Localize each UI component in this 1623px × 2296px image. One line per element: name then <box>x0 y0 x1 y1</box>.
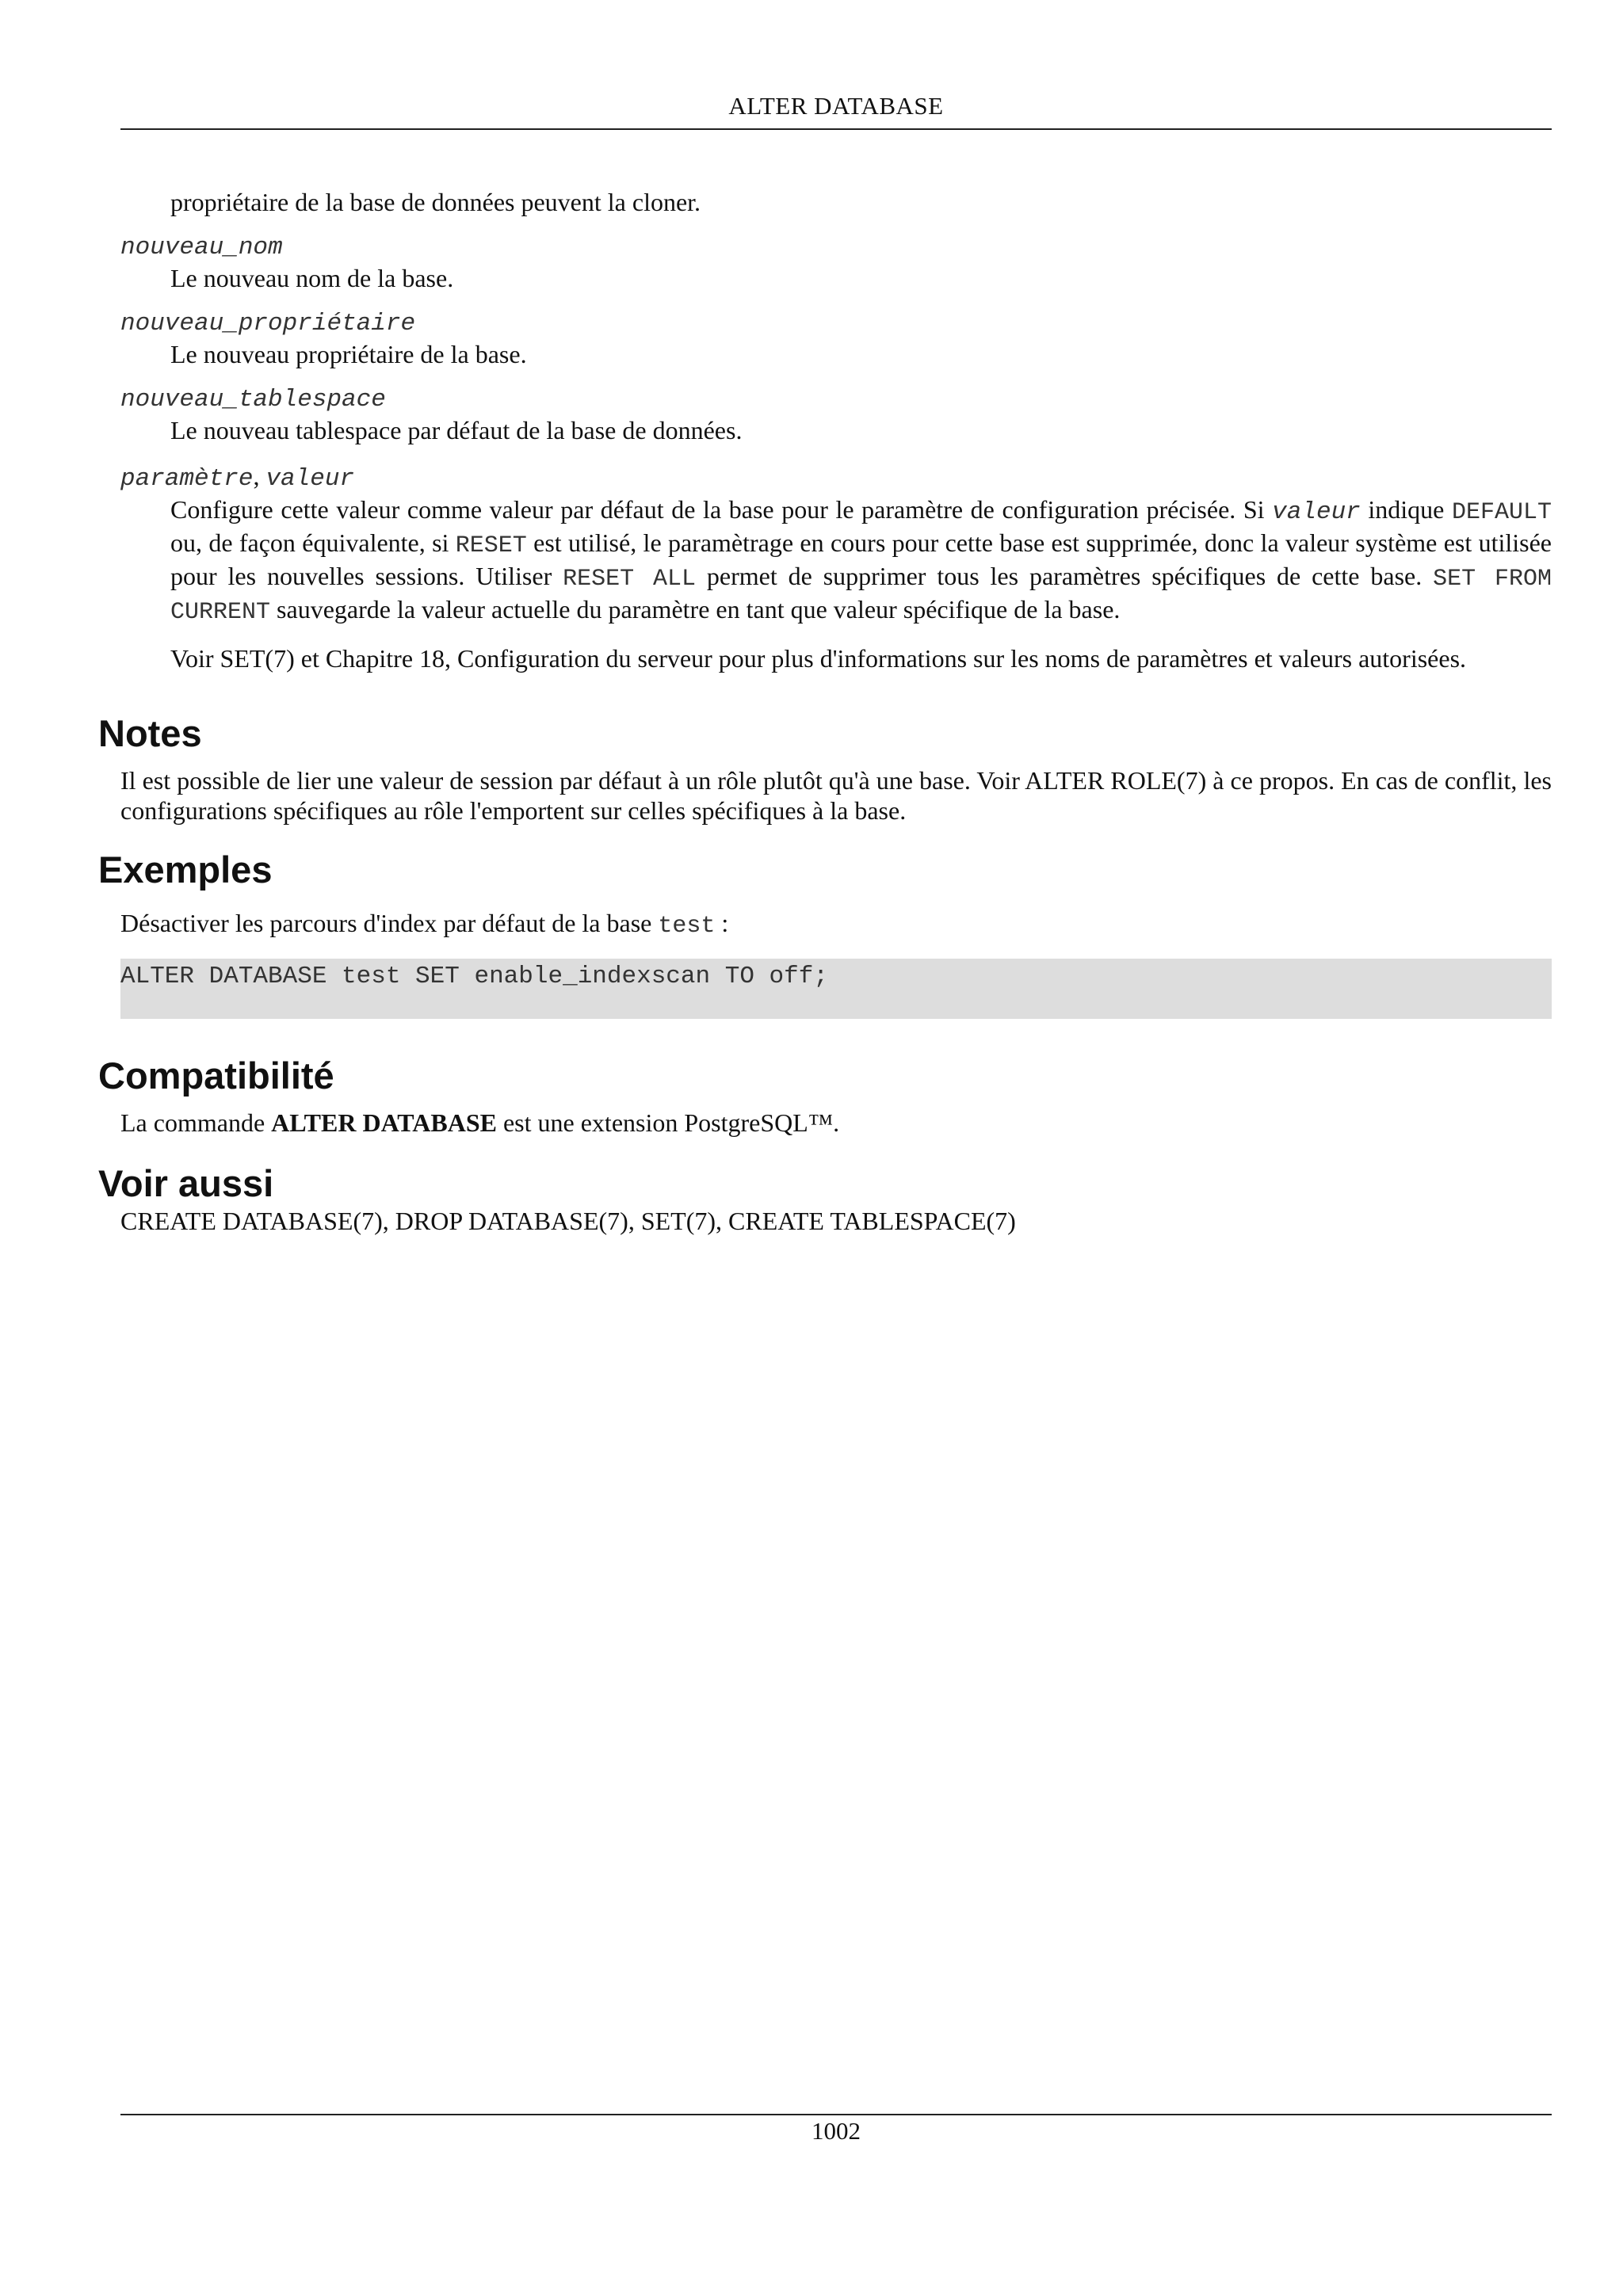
text-run: est utilisé, le paramètrage en cours pour cette base est supprimée, donc la valeur système est utilisée pour les nouvelles sessions. Utiliser <box>170 528 1552 590</box>
section-heading: Voir aussi <box>98 1162 274 1204</box>
param-desc: Le nouveau nom de la base. <box>170 264 454 292</box>
param-term: nouveau_propriétaire <box>120 310 416 338</box>
notes-text: Il est possible de lier une valeur de session par défaut à un rôle plutôt qu'à une base. Voir ALTER ROLE(7) à ce propos. En cas de conflit, les configurations spécifiques au rôle l'emportent sur celles spécifiques à la base. <box>120 766 1552 825</box>
text-run: indique <box>1360 495 1452 524</box>
inline-code: valeur <box>1272 498 1361 526</box>
param-entry-nouveau-proprietaire <box>120 309 1552 369</box>
param-desc-paragraph: Voir SET(7) et Chapitre 18, Configuration du serveur pour plus d'informations sur les noms de paramètres et valeurs autorisées. <box>170 644 1467 673</box>
inline-code: DEFAULT <box>1451 499 1552 526</box>
param-term: nouveau_nom <box>120 234 283 261</box>
param-entry-nouveau-nom <box>120 233 1552 293</box>
inline-code: RESET ALL <box>563 566 697 593</box>
param-desc: Le nouveau tablespace par défaut de la base de données. <box>170 416 743 444</box>
page-content <box>98 187 1552 1236</box>
notes-section <box>98 711 1552 826</box>
param-term-line <box>120 461 1552 494</box>
inline-code: SET FROM CURRENT <box>170 566 1552 626</box>
text-run: : <box>715 909 729 937</box>
header-rule <box>120 128 1552 130</box>
section-heading: Compatibilité <box>98 1055 334 1097</box>
examples-section <box>98 848 1552 1019</box>
intro-line: propriétaire de la base de données peuvent la cloner. <box>170 188 701 216</box>
inline-code: test <box>658 913 716 940</box>
param-desc-paragraph <box>170 494 1552 627</box>
param-term: paramètre <box>120 465 254 493</box>
compat-section <box>98 1054 1552 1138</box>
footer-rule <box>120 2114 1552 2115</box>
text-run: La commande <box>120 1108 272 1137</box>
page-number: 1002 <box>812 2117 861 2145</box>
examples-text <box>120 908 1552 941</box>
param-term: nouveau_tablespace <box>120 386 386 414</box>
text-run: Désactiver les parcours d'index par défaut de la base <box>120 909 659 937</box>
section-heading: Exemples <box>98 849 273 891</box>
param-entry-parametre-valeur <box>120 461 1552 673</box>
param-desc: Le nouveau propriétaire de la base. <box>170 340 527 368</box>
see-also-text: CREATE DATABASE(7), DROP DATABASE(7), SET(7), CREATE TABLESPACE(7) <box>120 1207 1016 1235</box>
text-run: est une extension PostgreSQL™. <box>496 1108 840 1137</box>
running-header: ALTER DATABASE <box>728 92 944 120</box>
text-run: ou, de façon équivalente, si <box>170 528 456 557</box>
param-term: valeur <box>265 465 355 493</box>
param-entry-nouveau-tablespace <box>120 385 1552 445</box>
text-run: sauvegarde la valeur actuelle du paramètre en tant que valeur spécifique de la base. <box>270 595 1121 624</box>
compat-text <box>120 1108 1552 1138</box>
code-block: ALTER DATABASE test SET enable_indexscan TO off; <box>120 959 1552 1019</box>
see-also-section <box>98 1161 1552 1236</box>
inline-code: RESET <box>455 532 527 559</box>
section-heading: Notes <box>98 712 202 754</box>
text-run: Configure cette valeur comme valeur par défaut de la base pour le paramètre de configuration précisée. Si <box>170 495 1273 524</box>
text-run: permet de supprimer tous les paramètres spécifiques de cette base. <box>696 562 1434 590</box>
command-name: ALTER DATABASE <box>271 1108 497 1137</box>
param-term-separator: , <box>253 462 266 490</box>
